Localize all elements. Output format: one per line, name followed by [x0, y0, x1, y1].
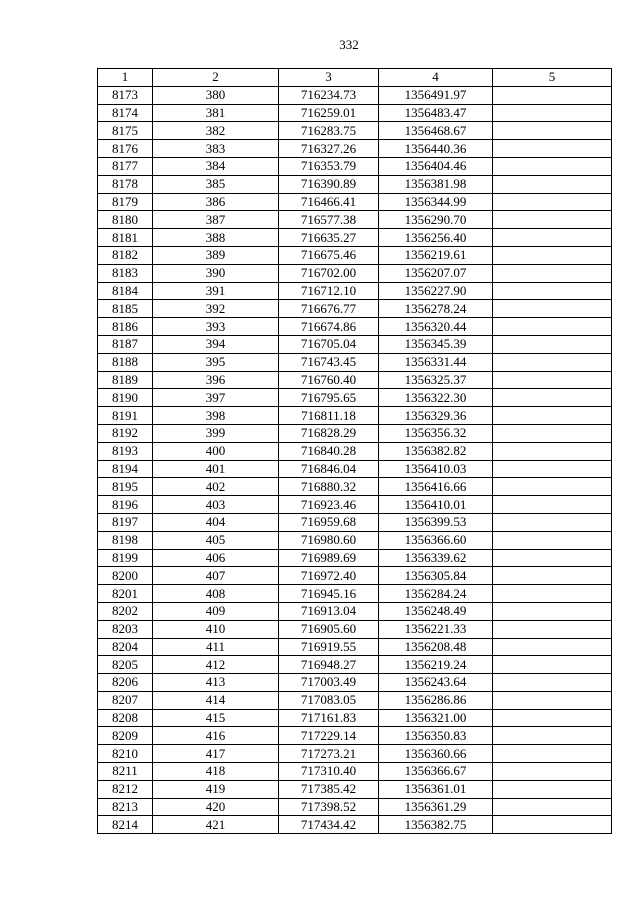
point-number-cell: 383: [153, 140, 279, 158]
column-header-5: 5: [493, 69, 612, 87]
x-coordinate-cell: 716795.65: [279, 389, 379, 407]
x-coordinate-cell: 716705.04: [279, 335, 379, 353]
point-number-cell: 407: [153, 567, 279, 585]
notes-cell: [493, 763, 612, 781]
x-coordinate-cell: 717003.49: [279, 674, 379, 692]
row-number-cell: 8206: [98, 674, 153, 692]
point-number-cell: 381: [153, 104, 279, 122]
x-coordinate-cell: 716959.68: [279, 513, 379, 531]
x-coordinate-cell: 716675.46: [279, 246, 379, 264]
y-coordinate-cell: 1356248.49: [379, 602, 493, 620]
x-coordinate-cell: 716980.60: [279, 531, 379, 549]
point-number-cell: 389: [153, 246, 279, 264]
point-number-cell: 387: [153, 211, 279, 229]
row-number-cell: 8173: [98, 86, 153, 104]
notes-cell: [493, 300, 612, 318]
row-number-cell: 8207: [98, 691, 153, 709]
table-row: [98, 407, 612, 425]
table-row: [98, 567, 612, 585]
row-number-cell: 8197: [98, 513, 153, 531]
x-coordinate-cell: 716905.60: [279, 620, 379, 638]
y-coordinate-cell: 1356219.61: [379, 246, 493, 264]
point-number-cell: 397: [153, 389, 279, 407]
point-number-cell: 413: [153, 674, 279, 692]
column-header-1: 1: [98, 69, 153, 87]
y-coordinate-cell: 1356366.67: [379, 763, 493, 781]
x-coordinate-cell: 716919.55: [279, 638, 379, 656]
notes-cell: [493, 620, 612, 638]
table-row: [98, 157, 612, 175]
point-number-cell: 382: [153, 122, 279, 140]
point-number-cell: 380: [153, 86, 279, 104]
table-row: [98, 175, 612, 193]
table-row: [98, 424, 612, 442]
row-number-cell: 8183: [98, 264, 153, 282]
notes-cell: [493, 638, 612, 656]
y-coordinate-cell: 1356382.82: [379, 442, 493, 460]
y-coordinate-cell: 1356322.30: [379, 389, 493, 407]
notes-cell: [493, 140, 612, 158]
table-row: [98, 140, 612, 158]
y-coordinate-cell: 1356440.36: [379, 140, 493, 158]
x-coordinate-cell: 716353.79: [279, 157, 379, 175]
x-coordinate-cell: 716234.73: [279, 86, 379, 104]
row-number-cell: 8195: [98, 478, 153, 496]
x-coordinate-cell: 717083.05: [279, 691, 379, 709]
point-number-cell: 420: [153, 798, 279, 816]
y-coordinate-cell: 1356410.01: [379, 496, 493, 514]
table-row: [98, 371, 612, 389]
y-coordinate-cell: 1356350.83: [379, 727, 493, 745]
table-row: [98, 763, 612, 781]
table-row: [98, 246, 612, 264]
notes-cell: [493, 157, 612, 175]
row-number-cell: 8181: [98, 229, 153, 247]
row-number-cell: 8175: [98, 122, 153, 140]
table-row: [98, 549, 612, 567]
table-row: [98, 709, 612, 727]
x-coordinate-cell: 716840.28: [279, 442, 379, 460]
table-row: [98, 513, 612, 531]
coordinates-table: [97, 68, 612, 834]
row-number-cell: 8211: [98, 763, 153, 781]
row-number-cell: 8178: [98, 175, 153, 193]
point-number-cell: 410: [153, 620, 279, 638]
y-coordinate-cell: 1356207.07: [379, 264, 493, 282]
point-number-cell: 393: [153, 318, 279, 336]
point-number-cell: 417: [153, 745, 279, 763]
point-number-cell: 405: [153, 531, 279, 549]
row-number-cell: 8186: [98, 318, 153, 336]
notes-cell: [493, 602, 612, 620]
point-number-cell: 403: [153, 496, 279, 514]
y-coordinate-cell: 1356356.32: [379, 424, 493, 442]
y-coordinate-cell: 1356329.36: [379, 407, 493, 425]
table-row: [98, 691, 612, 709]
table-row: [98, 478, 612, 496]
point-number-cell: 390: [153, 264, 279, 282]
table-row: [98, 585, 612, 603]
table-row: [98, 318, 612, 336]
y-coordinate-cell: 1356399.53: [379, 513, 493, 531]
table-row: [98, 335, 612, 353]
row-number-cell: 8191: [98, 407, 153, 425]
x-coordinate-cell: 716846.04: [279, 460, 379, 478]
point-number-cell: 409: [153, 602, 279, 620]
y-coordinate-cell: 1356483.47: [379, 104, 493, 122]
point-number-cell: 400: [153, 442, 279, 460]
table-row: [98, 211, 612, 229]
x-coordinate-cell: 716466.41: [279, 193, 379, 211]
row-number-cell: 8192: [98, 424, 153, 442]
row-number-cell: 8212: [98, 780, 153, 798]
x-coordinate-cell: 716390.89: [279, 175, 379, 193]
y-coordinate-cell: 1356219.24: [379, 656, 493, 674]
row-number-cell: 8202: [98, 602, 153, 620]
y-coordinate-cell: 1356360.66: [379, 745, 493, 763]
notes-cell: [493, 389, 612, 407]
x-coordinate-cell: 716743.45: [279, 353, 379, 371]
table-row: [98, 193, 612, 211]
row-number-cell: 8199: [98, 549, 153, 567]
table-body: [98, 86, 612, 833]
table-row: [98, 780, 612, 798]
x-coordinate-cell: 717385.42: [279, 780, 379, 798]
table-row: [98, 531, 612, 549]
x-coordinate-cell: 716989.69: [279, 549, 379, 567]
point-number-cell: 421: [153, 816, 279, 834]
point-number-cell: 402: [153, 478, 279, 496]
point-number-cell: 416: [153, 727, 279, 745]
point-number-cell: 391: [153, 282, 279, 300]
point-number-cell: 385: [153, 175, 279, 193]
x-coordinate-cell: 717273.21: [279, 745, 379, 763]
y-coordinate-cell: 1356410.03: [379, 460, 493, 478]
point-number-cell: 404: [153, 513, 279, 531]
point-number-cell: 388: [153, 229, 279, 247]
table-row: [98, 798, 612, 816]
table-row: [98, 602, 612, 620]
point-number-cell: 401: [153, 460, 279, 478]
notes-cell: [493, 727, 612, 745]
row-number-cell: 8176: [98, 140, 153, 158]
point-number-cell: 392: [153, 300, 279, 318]
point-number-cell: 384: [153, 157, 279, 175]
row-number-cell: 8184: [98, 282, 153, 300]
y-coordinate-cell: 1356243.64: [379, 674, 493, 692]
row-number-cell: 8193: [98, 442, 153, 460]
notes-cell: [493, 567, 612, 585]
point-number-cell: 394: [153, 335, 279, 353]
notes-cell: [493, 371, 612, 389]
notes-cell: [493, 585, 612, 603]
row-number-cell: 8209: [98, 727, 153, 745]
y-coordinate-cell: 1356339.62: [379, 549, 493, 567]
notes-cell: [493, 745, 612, 763]
point-number-cell: 408: [153, 585, 279, 603]
table-row: [98, 104, 612, 122]
y-coordinate-cell: 1356361.01: [379, 780, 493, 798]
row-number-cell: 8187: [98, 335, 153, 353]
point-number-cell: 415: [153, 709, 279, 727]
x-coordinate-cell: 716283.75: [279, 122, 379, 140]
x-coordinate-cell: 716760.40: [279, 371, 379, 389]
notes-cell: [493, 407, 612, 425]
x-coordinate-cell: 717310.40: [279, 763, 379, 781]
y-coordinate-cell: 1356491.97: [379, 86, 493, 104]
x-coordinate-cell: 716702.00: [279, 264, 379, 282]
notes-cell: [493, 264, 612, 282]
y-coordinate-cell: 1356221.33: [379, 620, 493, 638]
notes-cell: [493, 496, 612, 514]
table-row: [98, 264, 612, 282]
table-row: [98, 638, 612, 656]
x-coordinate-cell: 716948.27: [279, 656, 379, 674]
y-coordinate-cell: 1356290.70: [379, 211, 493, 229]
table-row: [98, 229, 612, 247]
x-coordinate-cell: 716712.10: [279, 282, 379, 300]
notes-cell: [493, 674, 612, 692]
notes-cell: [493, 246, 612, 264]
notes-cell: [493, 549, 612, 567]
y-coordinate-cell: 1356284.24: [379, 585, 493, 603]
y-coordinate-cell: 1356256.40: [379, 229, 493, 247]
notes-cell: [493, 460, 612, 478]
x-coordinate-cell: 716880.32: [279, 478, 379, 496]
row-number-cell: 8201: [98, 585, 153, 603]
x-coordinate-cell: 716577.38: [279, 211, 379, 229]
table-row: [98, 300, 612, 318]
y-coordinate-cell: 1356278.24: [379, 300, 493, 318]
x-coordinate-cell: 716945.16: [279, 585, 379, 603]
notes-cell: [493, 691, 612, 709]
notes-cell: [493, 709, 612, 727]
y-coordinate-cell: 1356208.48: [379, 638, 493, 656]
y-coordinate-cell: 1356325.37: [379, 371, 493, 389]
row-number-cell: 8185: [98, 300, 153, 318]
notes-cell: [493, 798, 612, 816]
row-number-cell: 8177: [98, 157, 153, 175]
page-number: 332: [339, 37, 359, 52]
notes-cell: [493, 353, 612, 371]
point-number-cell: 412: [153, 656, 279, 674]
y-coordinate-cell: 1356321.00: [379, 709, 493, 727]
column-header-2: 2: [153, 69, 279, 87]
y-coordinate-cell: 1356344.99: [379, 193, 493, 211]
table-header-row: [98, 69, 612, 87]
y-coordinate-cell: 1356382.75: [379, 816, 493, 834]
point-number-cell: 395: [153, 353, 279, 371]
row-number-cell: 8205: [98, 656, 153, 674]
row-number-cell: 8203: [98, 620, 153, 638]
point-number-cell: 419: [153, 780, 279, 798]
x-coordinate-cell: 716972.40: [279, 567, 379, 585]
notes-cell: [493, 122, 612, 140]
point-number-cell: 406: [153, 549, 279, 567]
table-row: [98, 745, 612, 763]
y-coordinate-cell: 1356331.44: [379, 353, 493, 371]
row-number-cell: 8204: [98, 638, 153, 656]
row-number-cell: 8200: [98, 567, 153, 585]
point-number-cell: 398: [153, 407, 279, 425]
x-coordinate-cell: 717161.83: [279, 709, 379, 727]
x-coordinate-cell: 716811.18: [279, 407, 379, 425]
notes-cell: [493, 656, 612, 674]
x-coordinate-cell: 717434.42: [279, 816, 379, 834]
x-coordinate-cell: 717398.52: [279, 798, 379, 816]
point-number-cell: 399: [153, 424, 279, 442]
notes-cell: [493, 193, 612, 211]
row-number-cell: 8180: [98, 211, 153, 229]
table-row: [98, 122, 612, 140]
point-number-cell: 414: [153, 691, 279, 709]
y-coordinate-cell: 1356366.60: [379, 531, 493, 549]
row-number-cell: 8213: [98, 798, 153, 816]
row-number-cell: 8182: [98, 246, 153, 264]
notes-cell: [493, 335, 612, 353]
notes-cell: [493, 104, 612, 122]
table-row: [98, 674, 612, 692]
row-number-cell: 8174: [98, 104, 153, 122]
row-number-cell: 8189: [98, 371, 153, 389]
point-number-cell: 411: [153, 638, 279, 656]
x-coordinate-cell: 716676.77: [279, 300, 379, 318]
table-row: [98, 620, 612, 638]
notes-cell: [493, 478, 612, 496]
table-row: [98, 727, 612, 745]
table-row: [98, 353, 612, 371]
y-coordinate-cell: 1356305.84: [379, 567, 493, 585]
notes-cell: [493, 175, 612, 193]
notes-cell: [493, 816, 612, 834]
notes-cell: [493, 424, 612, 442]
y-coordinate-cell: 1356416.66: [379, 478, 493, 496]
point-number-cell: 386: [153, 193, 279, 211]
column-header-4: 4: [379, 69, 493, 87]
y-coordinate-cell: 1356361.29: [379, 798, 493, 816]
row-number-cell: 8179: [98, 193, 153, 211]
y-coordinate-cell: 1356468.67: [379, 122, 493, 140]
row-number-cell: 8210: [98, 745, 153, 763]
table-row: [98, 656, 612, 674]
row-number-cell: 8198: [98, 531, 153, 549]
row-number-cell: 8214: [98, 816, 153, 834]
notes-cell: [493, 531, 612, 549]
notes-cell: [493, 211, 612, 229]
x-coordinate-cell: 716259.01: [279, 104, 379, 122]
point-number-cell: 396: [153, 371, 279, 389]
point-number-cell: 418: [153, 763, 279, 781]
row-number-cell: 8190: [98, 389, 153, 407]
row-number-cell: 8208: [98, 709, 153, 727]
table-row: [98, 460, 612, 478]
x-coordinate-cell: 716635.27: [279, 229, 379, 247]
table-row: [98, 496, 612, 514]
x-coordinate-cell: 716674.86: [279, 318, 379, 336]
y-coordinate-cell: 1356345.39: [379, 335, 493, 353]
notes-cell: [493, 282, 612, 300]
row-number-cell: 8196: [98, 496, 153, 514]
y-coordinate-cell: 1356320.44: [379, 318, 493, 336]
notes-cell: [493, 780, 612, 798]
notes-cell: [493, 229, 612, 247]
y-coordinate-cell: 1356381.98: [379, 175, 493, 193]
row-number-cell: 8194: [98, 460, 153, 478]
notes-cell: [493, 513, 612, 531]
x-coordinate-cell: 717229.14: [279, 727, 379, 745]
notes-cell: [493, 86, 612, 104]
y-coordinate-cell: 1356227.90: [379, 282, 493, 300]
column-header-3: 3: [279, 69, 379, 87]
row-number-cell: 8188: [98, 353, 153, 371]
x-coordinate-cell: 716828.29: [279, 424, 379, 442]
x-coordinate-cell: 716327.26: [279, 140, 379, 158]
notes-cell: [493, 442, 612, 460]
table-row: [98, 389, 612, 407]
notes-cell: [493, 318, 612, 336]
table-row: [98, 86, 612, 104]
table-row: [98, 816, 612, 834]
y-coordinate-cell: 1356286.86: [379, 691, 493, 709]
x-coordinate-cell: 716913.04: [279, 602, 379, 620]
x-coordinate-cell: 716923.46: [279, 496, 379, 514]
table-row: [98, 442, 612, 460]
table-row: [98, 282, 612, 300]
y-coordinate-cell: 1356404.46: [379, 157, 493, 175]
